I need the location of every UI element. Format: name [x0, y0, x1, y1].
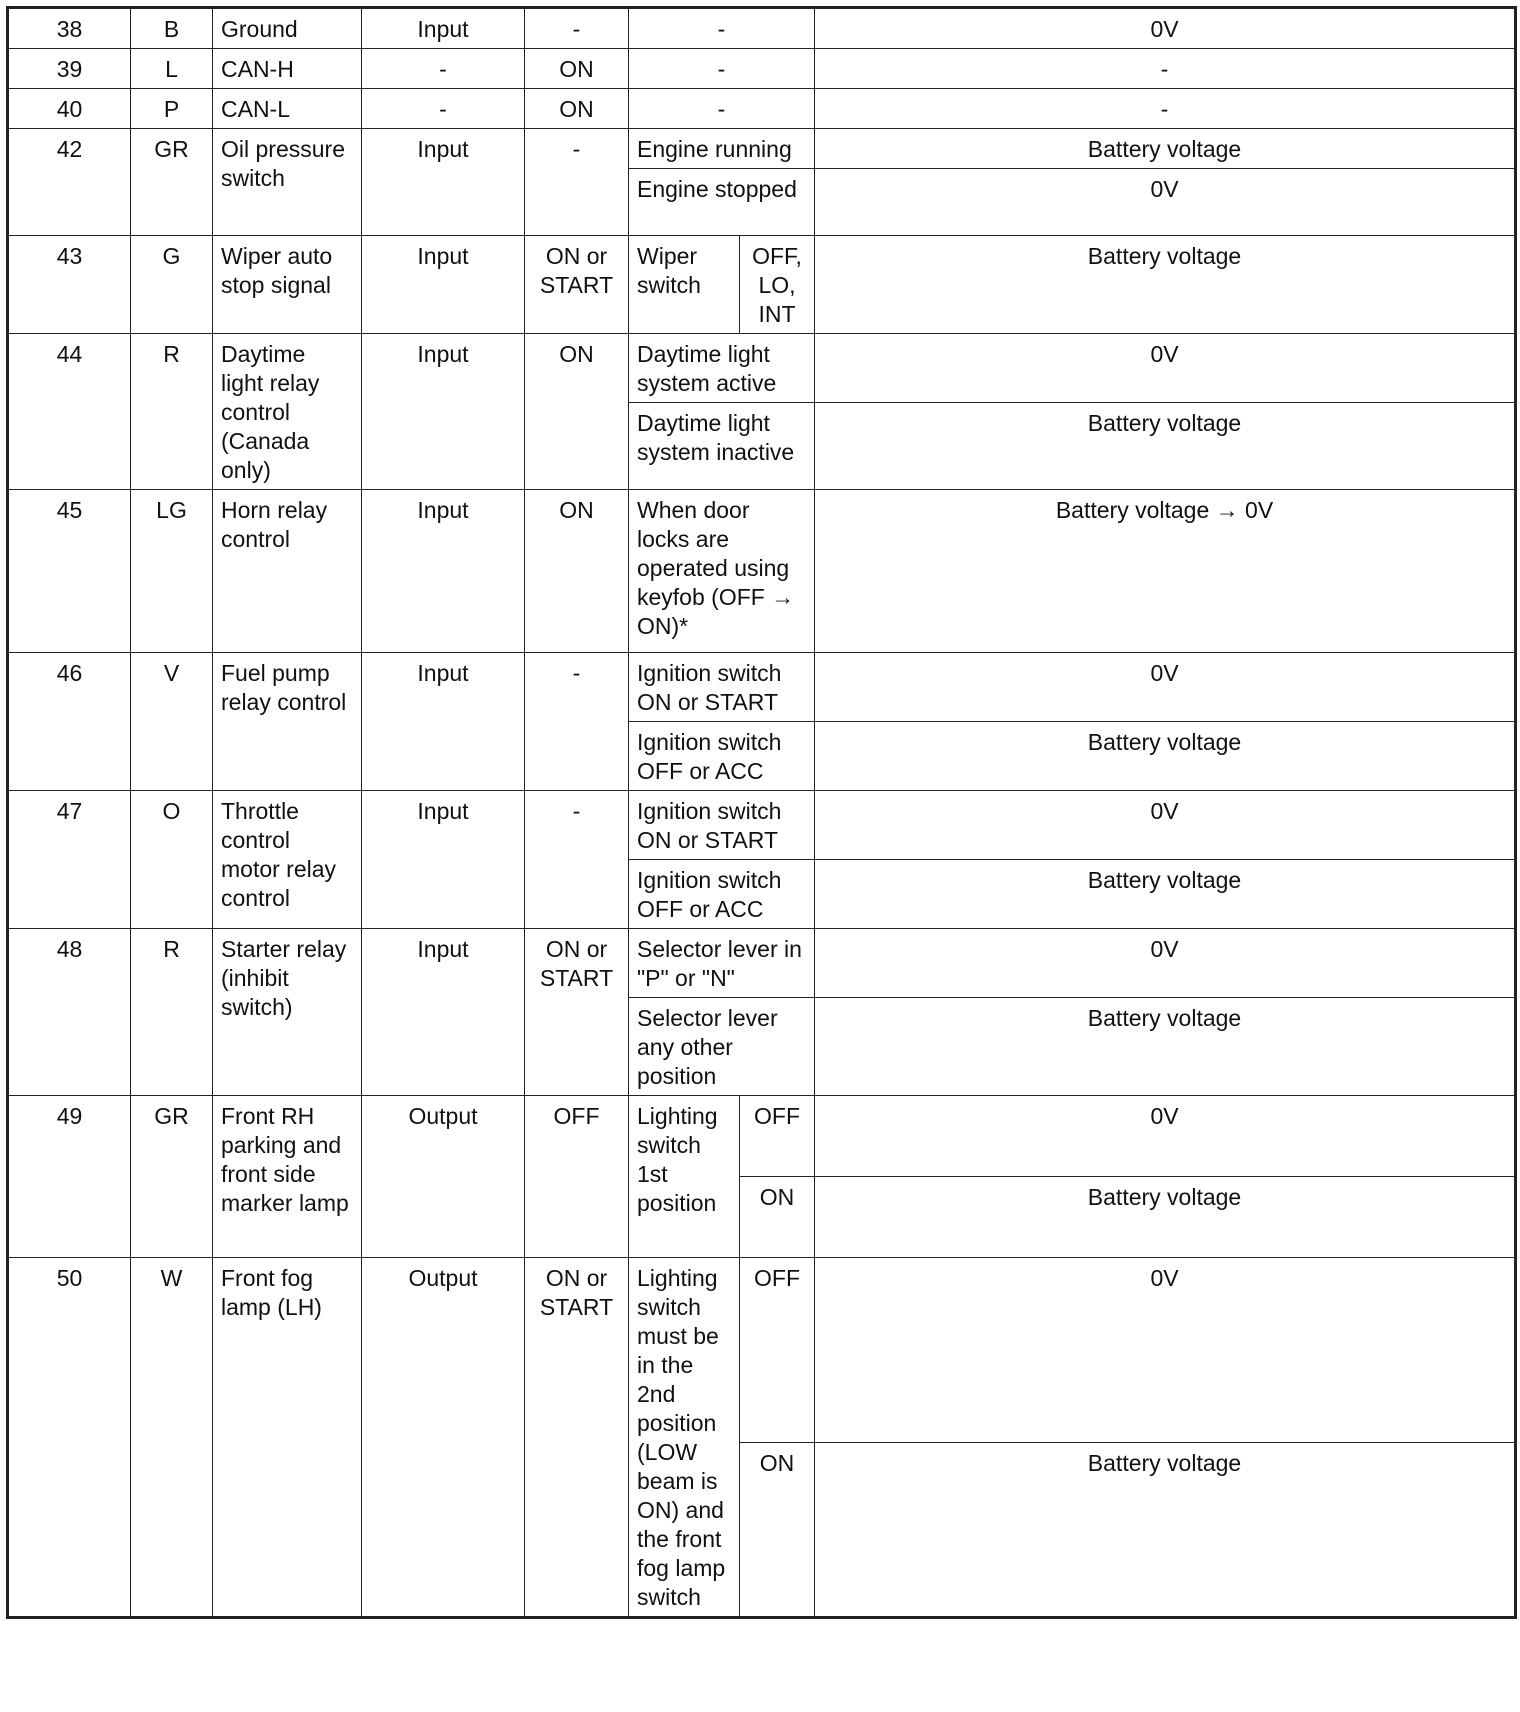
wire-color: V: [131, 653, 213, 791]
item: Throttle control motor relay control: [213, 791, 362, 929]
condition: Lighting switch must be in the 2nd position (LOW beam is ON) and the front fog lamp switch: [629, 1258, 740, 1618]
terminal-no: 44: [8, 334, 131, 490]
table-row: [8, 129, 1516, 169]
ignition: ON: [525, 334, 629, 490]
condition: -: [629, 49, 815, 89]
ignition: -: [525, 653, 629, 791]
item: Oil pressure switch: [213, 129, 362, 236]
value: 0V: [815, 334, 1516, 403]
wire-color: R: [131, 334, 213, 490]
table-row: [8, 334, 1516, 403]
wire-color: R: [131, 929, 213, 1096]
wire-color: GR: [131, 1096, 213, 1258]
table-row: [8, 791, 1516, 860]
value: -: [815, 89, 1516, 129]
condition: Ignition switch ON or START: [629, 791, 815, 860]
item: Ground: [213, 8, 362, 49]
value: 0V: [815, 169, 1516, 236]
condition: -: [629, 89, 815, 129]
item: Front fog lamp (LH): [213, 1258, 362, 1618]
table-row: [8, 8, 1516, 49]
ignition: -: [525, 8, 629, 49]
ignition: -: [525, 129, 629, 236]
signal-type: -: [362, 89, 525, 129]
value: 0V: [815, 791, 1516, 860]
terminal-no: 49: [8, 1096, 131, 1258]
table-row: [8, 49, 1516, 89]
table-row: [8, 1096, 1516, 1177]
ignition: ON: [525, 490, 629, 653]
terminal-no: 47: [8, 791, 131, 929]
value: -: [815, 49, 1516, 89]
switch-state: ON: [740, 1442, 815, 1617]
value: 0V: [815, 653, 1516, 722]
item: Fuel pump relay control: [213, 653, 362, 791]
terminal-no: 50: [8, 1258, 131, 1618]
terminal-no: 40: [8, 89, 131, 129]
wire-color: LG: [131, 490, 213, 653]
condition: Selector lever any other position: [629, 998, 815, 1096]
condition: Daytime light system inactive: [629, 403, 815, 490]
signal-type: -: [362, 49, 525, 89]
signal-type: Input: [362, 334, 525, 490]
terminal-table: [6, 6, 1517, 1619]
condition: Ignition switch ON or START: [629, 653, 815, 722]
wire-color: B: [131, 8, 213, 49]
terminal-no: 48: [8, 929, 131, 1096]
value: Battery voltage: [815, 722, 1516, 791]
signal-type: Input: [362, 653, 525, 791]
value: Battery voltage: [815, 236, 1516, 334]
condition: Ignition switch OFF or ACC: [629, 860, 815, 929]
signal-type: Input: [362, 791, 525, 929]
condition: Engine stopped: [629, 169, 815, 236]
signal-type: Input: [362, 929, 525, 1096]
item: CAN-H: [213, 49, 362, 89]
signal-type: Input: [362, 129, 525, 236]
ignition: ON: [525, 89, 629, 129]
signal-type: Input: [362, 236, 525, 334]
wire-color: P: [131, 89, 213, 129]
value: Battery voltage → 0V: [815, 490, 1516, 653]
value: Battery voltage: [815, 1177, 1516, 1258]
value: Battery voltage: [815, 998, 1516, 1096]
switch-state: ON: [740, 1177, 815, 1258]
ignition: -: [525, 791, 629, 929]
item: Daytime light relay control (Canada only): [213, 334, 362, 490]
value: Battery voltage: [815, 129, 1516, 169]
switch-state: OFF: [740, 1096, 815, 1177]
ignition: ON or START: [525, 1258, 629, 1618]
wire-color: GR: [131, 129, 213, 236]
condition: Wiper switch: [629, 236, 740, 334]
value: Battery voltage: [815, 403, 1516, 490]
terminal-no: 45: [8, 490, 131, 653]
table-row: [8, 490, 1516, 653]
signal-type: Input: [362, 490, 525, 653]
condition: Engine running: [629, 129, 815, 169]
item: CAN-L: [213, 89, 362, 129]
item: Horn relay control: [213, 490, 362, 653]
condition: Daytime light system active: [629, 334, 815, 403]
wire-color: G: [131, 236, 213, 334]
terminal-no: 39: [8, 49, 131, 89]
table-row: [8, 653, 1516, 722]
table-row: [8, 89, 1516, 129]
signal-type: Output: [362, 1258, 525, 1618]
condition: Lighting switch 1st position: [629, 1096, 740, 1258]
ignition: OFF: [525, 1096, 629, 1258]
terminal-no: 46: [8, 653, 131, 791]
ignition: ON: [525, 49, 629, 89]
condition: Selector lever in "P" or "N": [629, 929, 815, 998]
terminal-no: 42: [8, 129, 131, 236]
terminal-no: 38: [8, 8, 131, 49]
table-row: [8, 236, 1516, 334]
condition: -: [629, 8, 815, 49]
value: Battery voltage: [815, 860, 1516, 929]
ignition: ON or START: [525, 236, 629, 334]
item: Front RH parking and front side marker lamp: [213, 1096, 362, 1258]
wire-color: O: [131, 791, 213, 929]
terminal-table-page: [6, 6, 1514, 1619]
value: 0V: [815, 1096, 1516, 1177]
ignition: ON or START: [525, 929, 629, 1096]
terminal-no: 43: [8, 236, 131, 334]
item: Starter relay (inhibit switch): [213, 929, 362, 1096]
condition: When door locks are operated using keyfob (OFF → ON)*: [629, 490, 815, 653]
value: 0V: [815, 929, 1516, 998]
signal-type: Output: [362, 1096, 525, 1258]
value: Battery voltage: [815, 1442, 1516, 1617]
table-row: [8, 1258, 1516, 1443]
item: Wiper auto stop signal: [213, 236, 362, 334]
condition: Ignition switch OFF or ACC: [629, 722, 815, 791]
wire-color: W: [131, 1258, 213, 1618]
signal-type: Input: [362, 8, 525, 49]
wire-color: L: [131, 49, 213, 89]
switch-state: OFF: [740, 1258, 815, 1443]
value: 0V: [815, 8, 1516, 49]
table-row: [8, 929, 1516, 998]
switch-state: OFF, LO, INT: [740, 236, 815, 334]
value: 0V: [815, 1258, 1516, 1443]
